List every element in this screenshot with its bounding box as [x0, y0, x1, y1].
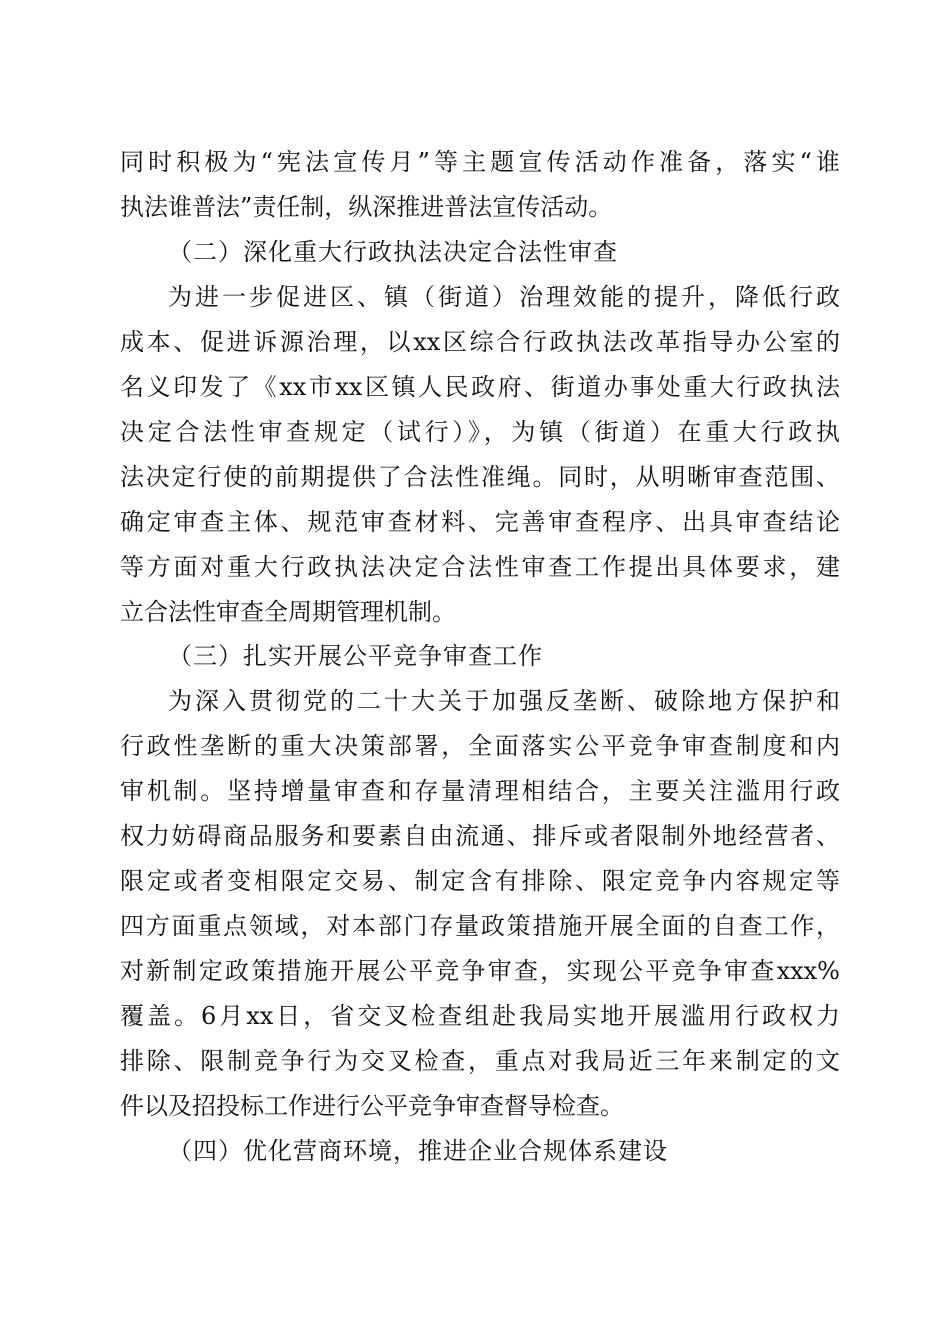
paragraph-line: 排除、限制竞争行为交叉检查，重点对我局近三年来制定的文: [120, 1047, 840, 1075]
paragraph-line: 决定合法性审查规定（试行）》，为镇（街道）在重大行政执: [120, 418, 840, 446]
paragraph-line: 行政性垄断的重大决策部署，全面落实公平竞争审查制度和内: [120, 732, 840, 760]
paragraph-line: 执法谁普法”责任制，纵深推进普法宣传活动。: [120, 193, 613, 221]
section-heading-4: （四）优化营商环境，推进企业合规体系建设: [168, 1137, 668, 1165]
paragraph-line: 覆盖。6月xx日，省交叉检查组赴我局实地开展滥用行政权力: [120, 1002, 840, 1030]
paragraph-line: 确定审查主体、规范审查材料、完善审查程序、出具审查结论: [120, 508, 840, 536]
paragraph-line: 权力妨碍商品服务和要素自由流通、排斥或者限制外地经营者、: [120, 822, 840, 850]
paragraph-line: 立合法性审查全周期管理机制。: [120, 598, 456, 626]
paragraph-line: 等方面对重大行政执法决定合法性审查工作提出具体要求，建: [120, 553, 840, 581]
paragraph-line: 件以及招投标工作进行公平竞争审查督导检查。: [120, 1092, 624, 1120]
paragraph-line: 同时积极为“宪法宣传月”等主题宣传活动作准备，落实“谁: [120, 148, 840, 176]
paragraph-line: 法决定行使的前期提供了合法性准绳。同时，从明晰审查范围、: [120, 463, 840, 491]
paragraph-line: 对新制定政策措施开展公平竞争审查，实现公平竞争审查xxx%: [120, 957, 840, 985]
paragraph-line: 审机制。坚持增量审查和存量清理相结合，主要关注滥用行政: [120, 777, 840, 805]
paragraph-line: 成本、促进诉源治理，以xx区综合行政执法改革指导办公室的: [120, 328, 840, 356]
paragraph-line: 名义印发了《xx市xx区镇人民政府、街道办事处重大行政执法: [120, 373, 840, 401]
paragraph-line: 为进一步促进区、镇（街道）治理效能的提升，降低行政: [168, 283, 840, 311]
paragraph-line: 四方面重点领域，对本部门存量政策措施开展全面的自查工作，: [120, 912, 840, 940]
section-heading-3: （三）扎实开展公平竞争审查工作: [168, 642, 543, 670]
paragraph-line: 为深入贯彻党的二十大关于加强反垄断、破除地方保护和: [168, 687, 840, 715]
section-heading-2: （二）深化重大行政执法决定合法性审查: [168, 238, 618, 266]
paragraph-line: 限定或者变相限定交易、制定含有排除、限定竞争内容规定等: [120, 867, 840, 895]
